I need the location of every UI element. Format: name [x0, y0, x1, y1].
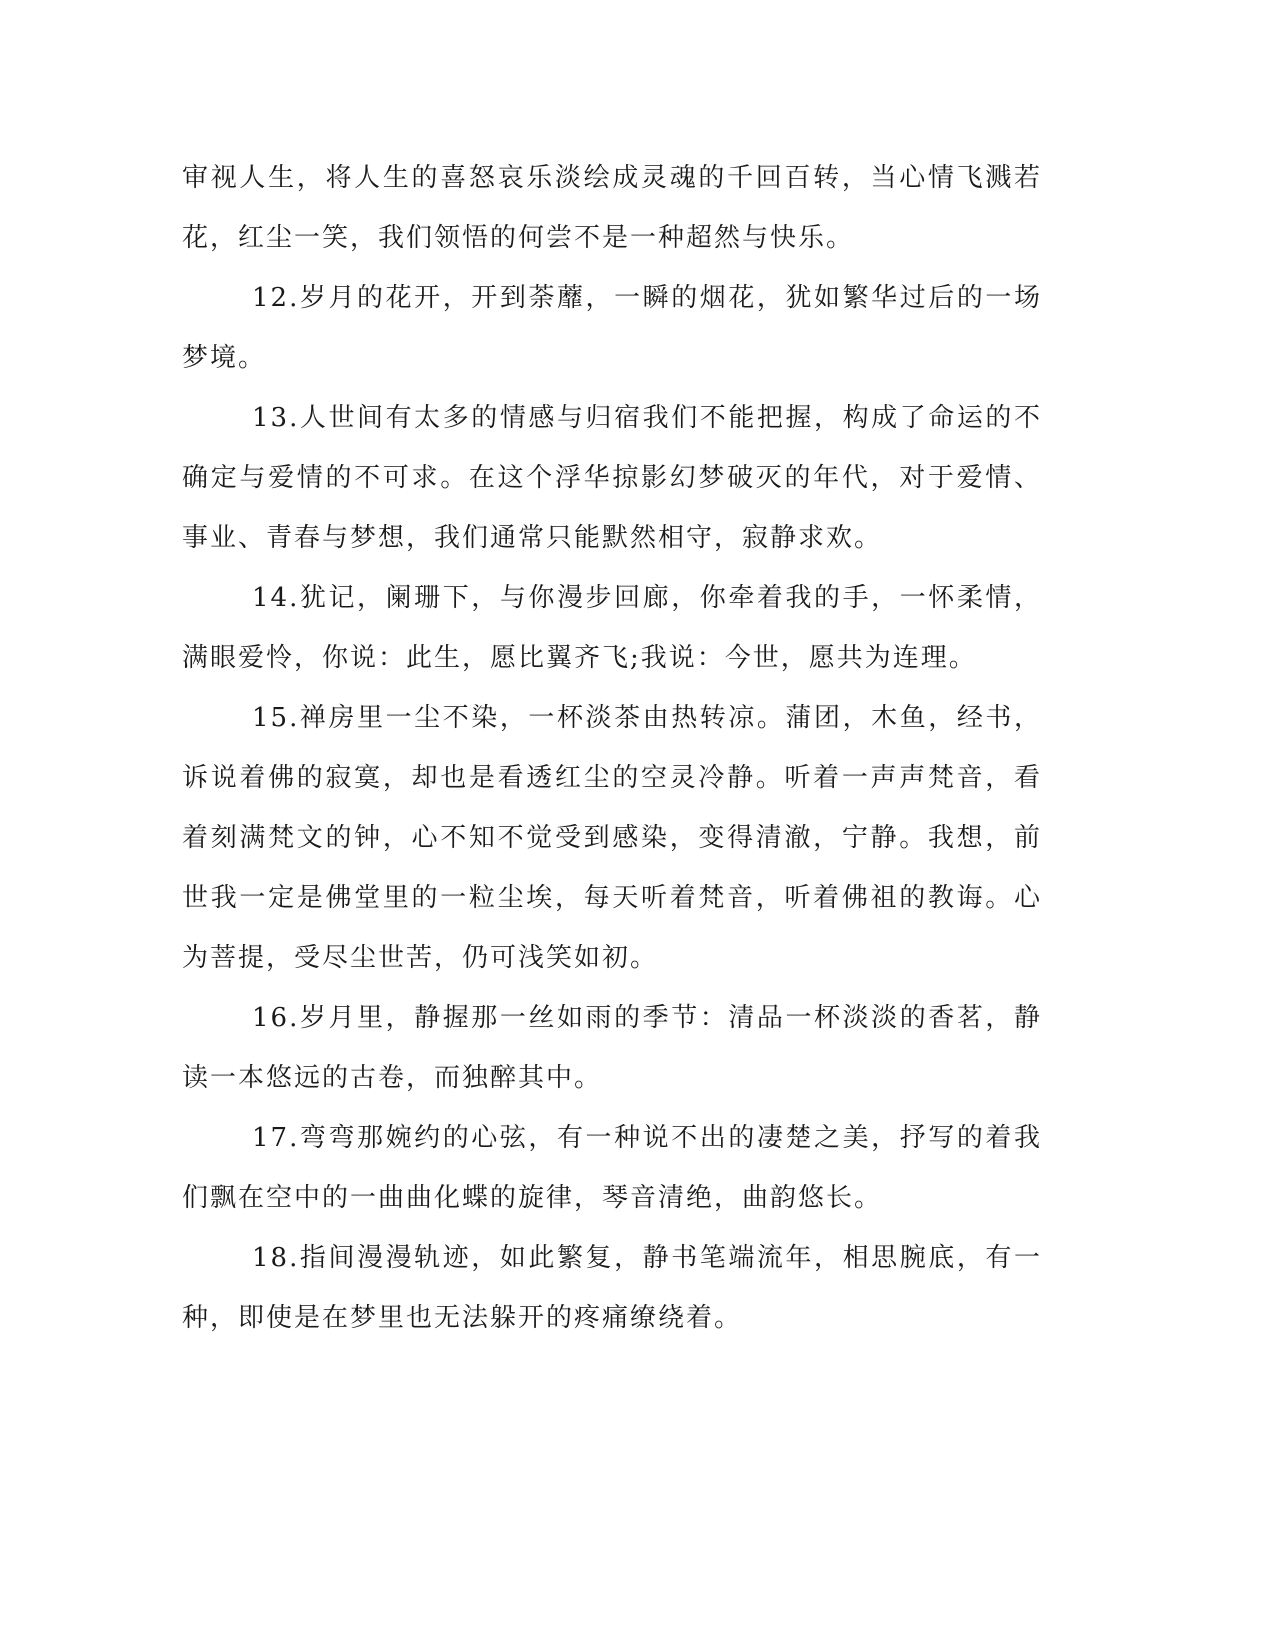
paragraph-17: 17.弯弯那婉约的心弦，有一种说不出的凄楚之美，抒写的着我们飘在空中的一曲曲化蝶的旋律，琴音清绝，曲韵悠长。 — [182, 1123, 1042, 1213]
paragraph-15: 15.禅房里一尘不染，一杯淡茶由热转凉。蒲团，木鱼，经书，诉说着佛的寂寞，却也是看透红尘的空灵冷静。听着一声声梵音，看着刻满梵文的钟，心不知不觉受到感染，变得清澈，宁静。我想，前世我一定是佛堂里的一粒尘埃，每天听着梵音，听着佛祖的教诲。心为菩提，受尽尘世苦，仍可浅笑如初。 — [182, 703, 1042, 973]
document-body — [182, 148, 1042, 1348]
paragraph-12: 12.岁月的花开，开到荼蘼，一瞬的烟花，犹如繁华过后的一场梦境。 — [182, 283, 1042, 373]
paragraph-14: 14.犹记，阑珊下，与你漫步回廊，你牵着我的手，一怀柔情，满眼爱怜，你说：此生，愿比翼齐飞;我说：今世，愿共为连理。 — [182, 583, 1042, 673]
paragraph-continuation: 审视人生，将人生的喜怒哀乐淡绘成灵魂的千回百转，当心情飞溅若花，红尘一笑，我们领悟的何尝不是一种超然与快乐。 — [182, 163, 1042, 253]
paragraph-13: 13.人世间有太多的情感与归宿我们不能把握，构成了命运的不确定与爱情的不可求。在这个浮华掠影幻梦破灭的年代，对于爱情、事业、青春与梦想，我们通常只能默然相守，寂静求欢。 — [182, 403, 1042, 553]
paragraph-16: 16.岁月里，静握那一丝如雨的季节：清品一杯淡淡的香茗，静读一本悠远的古卷，而独醉其中。 — [182, 1003, 1042, 1093]
paragraph-18: 18.指间漫漫轨迹，如此繁复，静书笔端流年，相思腕底，有一种，即使是在梦里也无法躲开的疼痛缭绕着。 — [182, 1243, 1042, 1333]
